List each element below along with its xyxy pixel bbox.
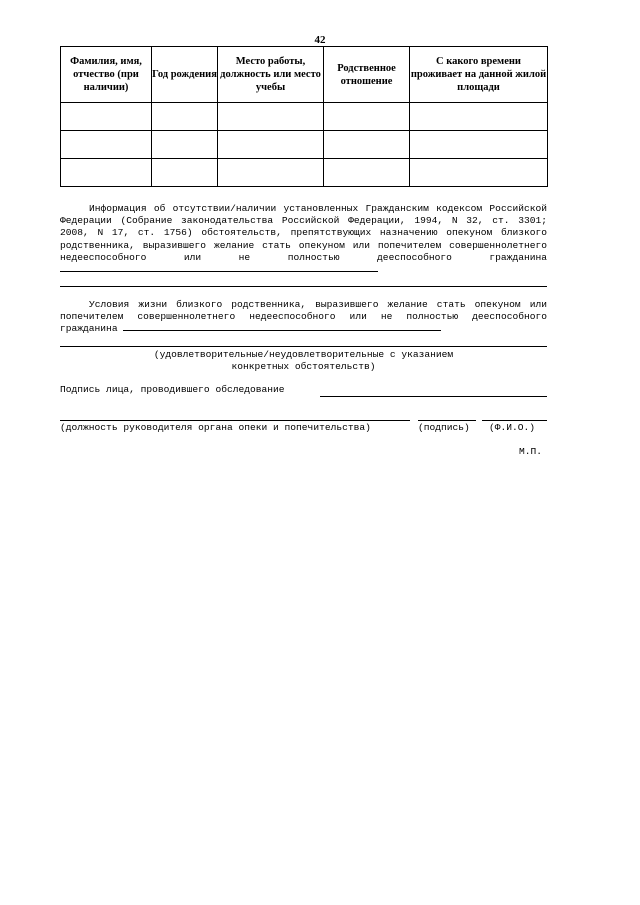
- table-cell[interactable]: [218, 159, 324, 187]
- table-cell[interactable]: [152, 159, 218, 187]
- page-number: 42: [314, 34, 326, 46]
- head-position-line[interactable]: [60, 420, 410, 421]
- table-cell[interactable]: [152, 103, 218, 131]
- table-row: [61, 159, 548, 187]
- info-extra-line[interactable]: [60, 286, 547, 287]
- table-cell[interactable]: [324, 131, 410, 159]
- table-cell[interactable]: [152, 131, 218, 159]
- table-cell[interactable]: [410, 103, 548, 131]
- conditions-hint-line-1: (удовлетворительные/неудовлетворительные с указанием: [153, 349, 454, 360]
- seal-label: М.П.: [519, 446, 543, 457]
- table-cell[interactable]: [61, 103, 152, 131]
- table-row: [61, 103, 548, 131]
- table-cell[interactable]: [324, 159, 410, 187]
- head-position-label: (должность руководителя органа опеки и попечительства): [60, 422, 371, 433]
- conditions-extra-line[interactable]: [60, 346, 547, 347]
- header-residence-since: С какого времени проживает на данной жилой площади: [410, 47, 548, 103]
- table-cell[interactable]: [410, 159, 548, 187]
- table-cell[interactable]: [218, 131, 324, 159]
- head-name-line[interactable]: [482, 420, 547, 421]
- conditions-paragraph-text: Условия жизни близкого родственника, выразившего желание стать опекуном или попечителем совершеннолетнего недееспособного или не полностью дееспособного гражданина: [60, 299, 547, 335]
- table-cell[interactable]: [324, 103, 410, 131]
- table-row: [61, 131, 548, 159]
- conditions-fill-line[interactable]: [123, 330, 441, 331]
- inspector-signature-label: Подпись лица, проводившего обследование: [60, 384, 285, 395]
- header-birth-year: Год рождения: [152, 47, 218, 103]
- info-paragraph-text: Информация об отсутствии/наличии установленных Гражданским кодексом Российской Федерации (Собрание законодательства Российской Федерации, 1994, N 32, ст. 3301; 2008, N 17, ст. 1756) обстоятельств, препятствующих назначению опекуном близкого родственника, выразившего желание стать опекуном или попечителем совершеннолетнего недееспособного или не полностью дееспособного гражданина: [60, 203, 547, 263]
- conditions-hint: [60, 349, 547, 373]
- head-signature-label: (подпись): [418, 422, 470, 433]
- table-header-row: [61, 47, 548, 103]
- head-signature-line[interactable]: [418, 420, 476, 421]
- header-relationship: Родственное отношение: [324, 47, 410, 103]
- header-full-name: Фамилия, имя, отчество (при наличии): [61, 47, 152, 103]
- table-cell[interactable]: [410, 131, 548, 159]
- conditions-hint-line-2: конкретных обстоятельств): [231, 361, 376, 373]
- table-cell[interactable]: [218, 103, 324, 131]
- conditions-paragraph: [60, 299, 547, 336]
- head-name-label: (Ф.И.О.): [489, 422, 536, 433]
- header-workplace: Место работы, должность или место учебы: [218, 47, 324, 103]
- table-cell[interactable]: [61, 159, 152, 187]
- residents-table: [60, 46, 548, 187]
- info-fill-line[interactable]: [60, 271, 378, 272]
- info-paragraph: [60, 203, 547, 276]
- inspector-signature-line[interactable]: [320, 396, 547, 397]
- table-cell[interactable]: [61, 131, 152, 159]
